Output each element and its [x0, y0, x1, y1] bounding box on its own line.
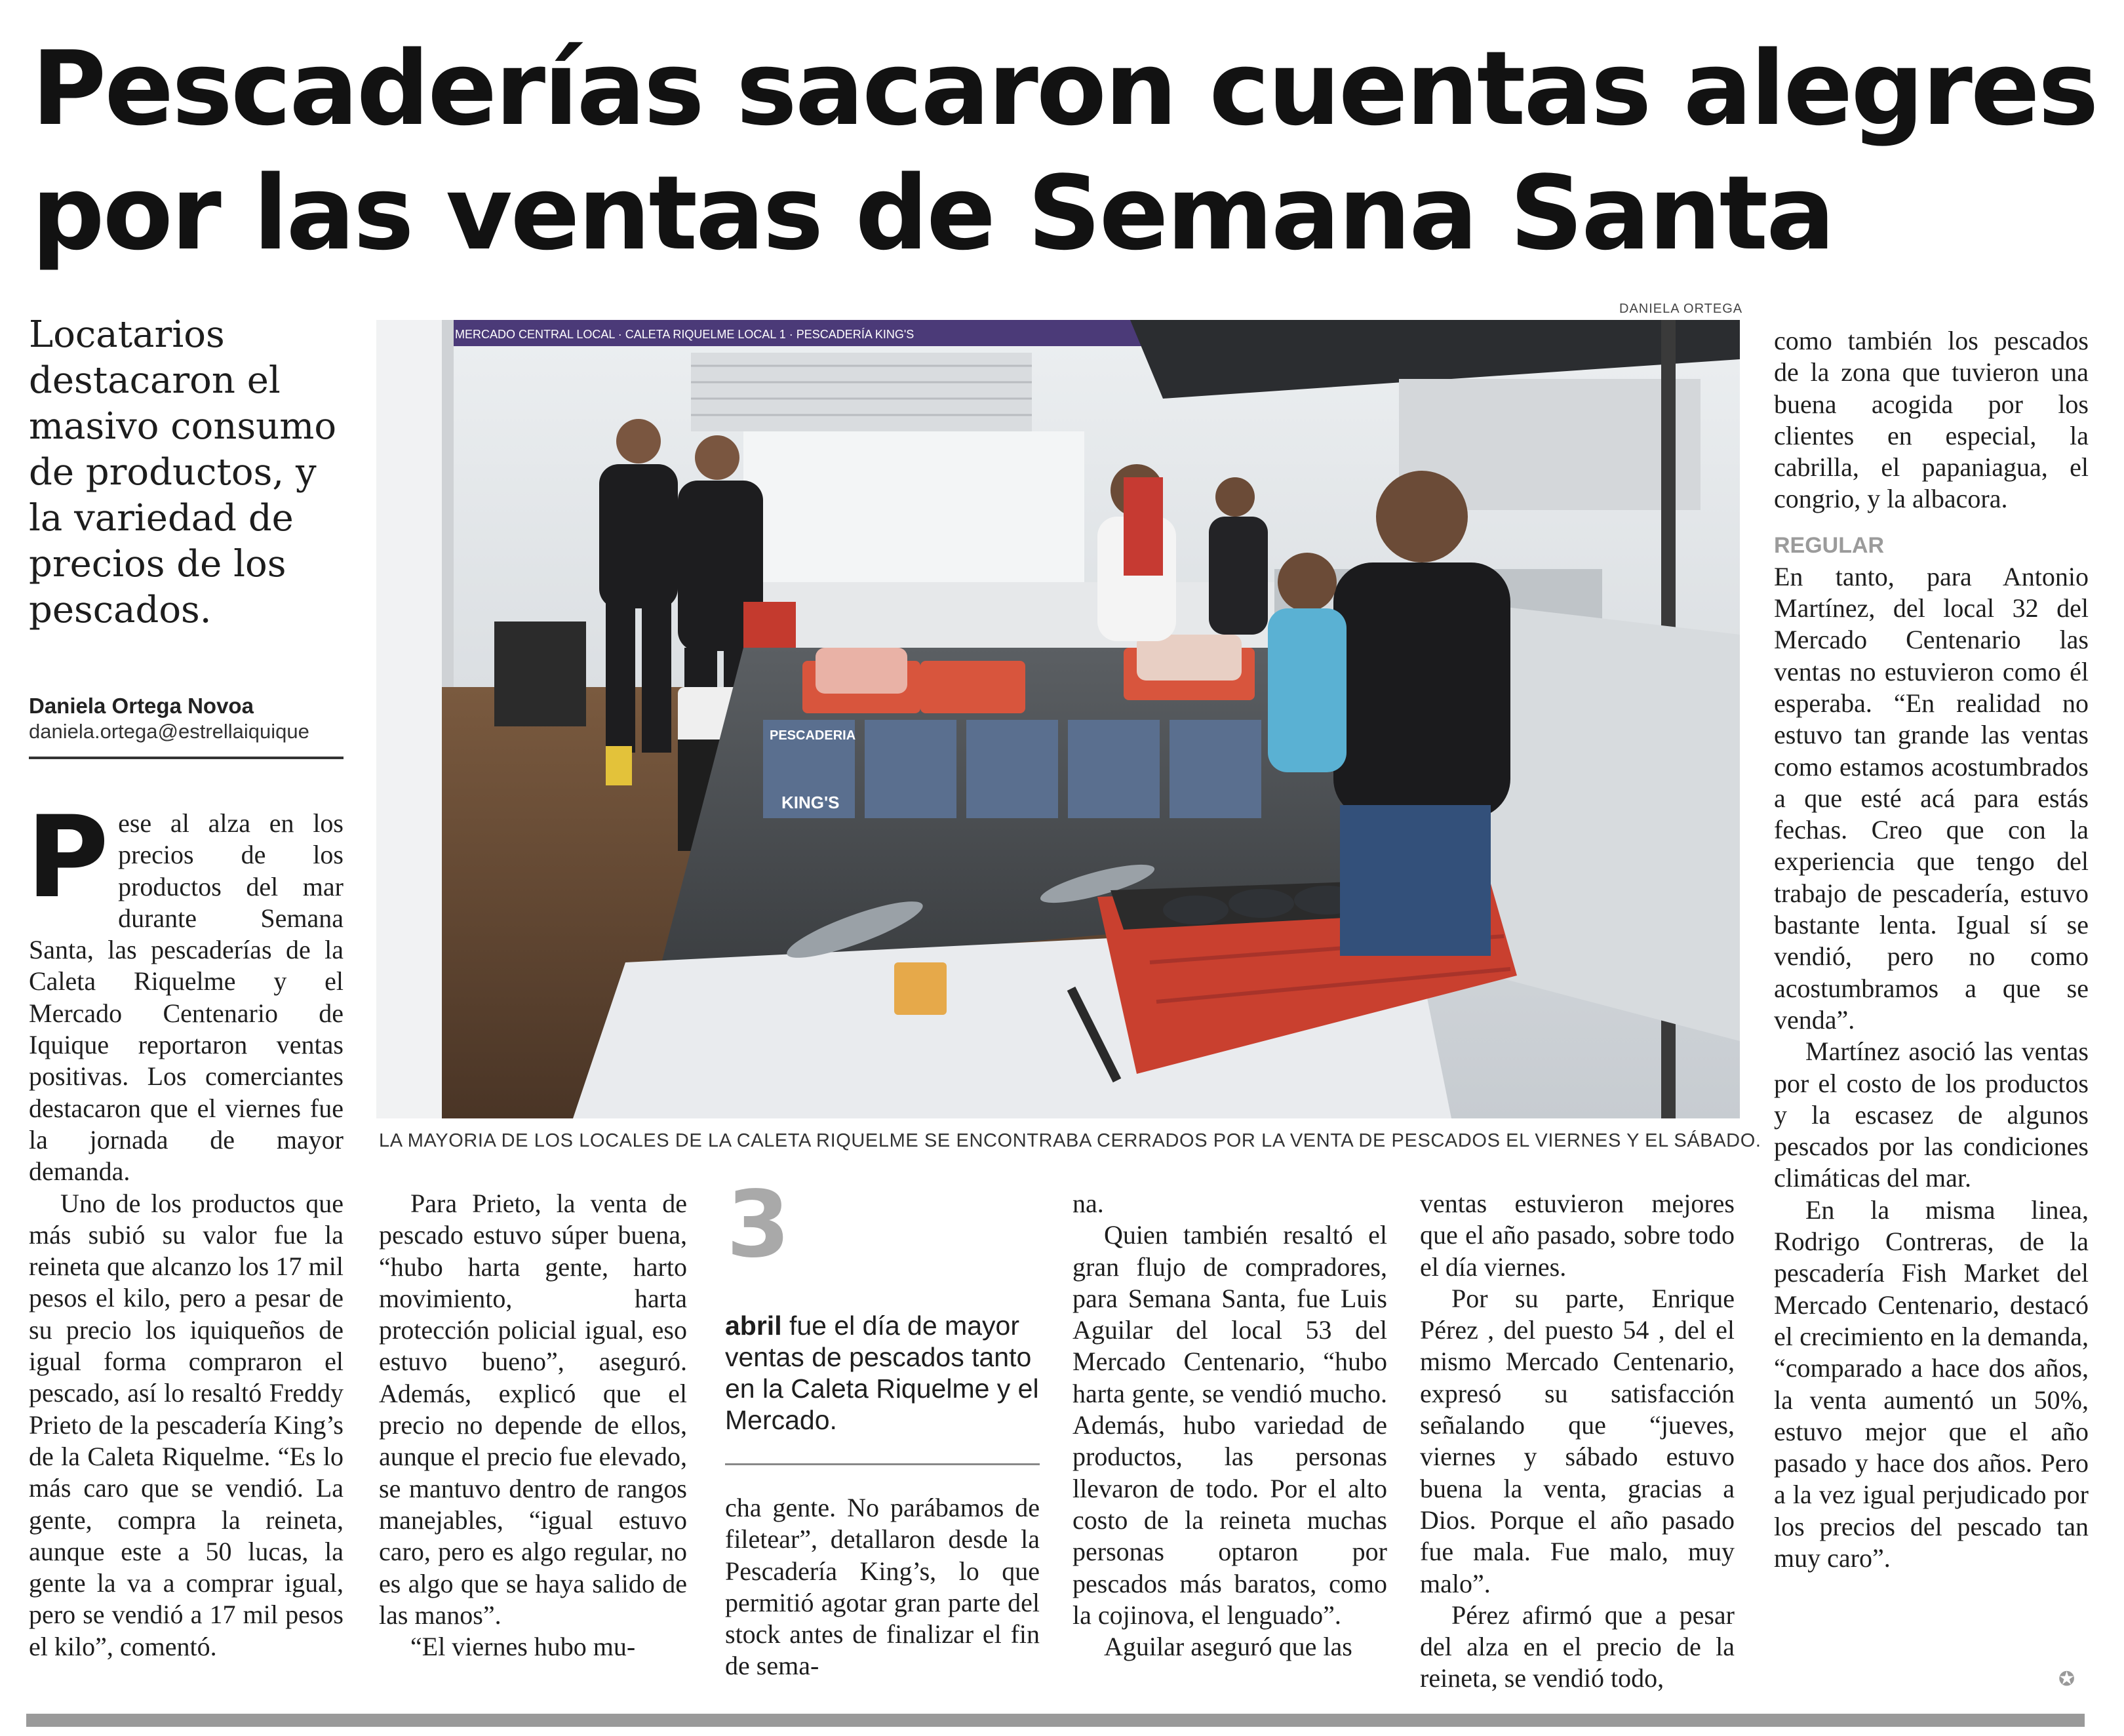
paragraph: na. — [1072, 1189, 1104, 1218]
subhead-regular: REGULAR — [1774, 532, 1885, 558]
paragraph: Por su parte, Enrique Pérez , del puesto 54 , del el mismo Mercado Centenario, expresó su satisfacción señalando que “jueves, viernes y sábado estuvo buena la venta, gracias a Dios. Porque el año pasado fue mala. Fue malo, muy malo”. — [1420, 1283, 1735, 1598]
article-column-4 — [1072, 1188, 1387, 1663]
paragraph — [26, 791, 344, 1188]
article-column-6 — [1774, 325, 2089, 1574]
byline-divider — [29, 757, 344, 759]
headline — [31, 26, 2097, 275]
photo-credit: DANIELA ORTEGA — [1619, 302, 1743, 316]
paragraph: como también los pescados de la zona que tuvieron una buena acogida por los clientes en especial, la cabrilla, el papaniagua, el congrio, y la albacora. — [1774, 326, 2089, 514]
pullquote-text — [725, 1310, 1053, 1436]
deck — [29, 312, 357, 633]
paragraph: cha gente. No parábamos de filetear”, detallaron desde la Pescadería King’s, lo que permitió agotar gran parte del stock antes de finalizar el fin de sema- — [725, 1493, 1040, 1681]
pullquote-body: fue el día de mayor ventas de pescados tanto en la Caleta Riquelme y el Mercado. — [725, 1311, 1039, 1435]
drop-cap: P — [26, 791, 109, 923]
kings-signs — [763, 720, 1261, 818]
article-column-5 — [1420, 1188, 1735, 1695]
sign-text: PESCADERIA — [770, 728, 856, 743]
pullquote-number: 3 — [726, 1172, 791, 1278]
paragraph: “El viernes hubo mu- — [410, 1632, 636, 1662]
paragraph: En tanto, para Antonio Martínez, del local 32 del Mercado Centenario las ventas no estuvieron como él esperaba. “En realidad no estuvo tan grande las ventas como estamos acostumbrados a que esté acá para estás fechas. Creo que con la experiencia que tengo del trabajo de pescadería, estuvo bastante lenta. Igual sí se vendió, pero no como acostumbramos a que se venda”. — [1774, 561, 2089, 1035]
pullquote-divider — [725, 1463, 1040, 1465]
sign-brand: KING'S — [781, 793, 840, 812]
deck-line: la variedad de — [29, 497, 294, 540]
pullquote-bold: abril — [725, 1311, 782, 1341]
paragraph: Uno de los productos que más subió su valor fue la reineta que alcanzo los 17 mil pesos el kilo, pero a pesar de su precio los iquiqueños de igual forma compraron el pescado, así lo resaltó Freddy Prieto de la pescadería King’s de la Caleta Riquelme. “Es lo más caro que se vendió. La gente, compra la reineta, aunque este a 50 lucas, la gente la va a comprar igual, pero se vendió a 17 mil pesos el kilo”, comentó. — [29, 1188, 344, 1661]
deck-line: precios de los — [29, 543, 286, 585]
deck-line: Locatarios — [29, 313, 225, 356]
paragraph-text: ese al alza en los precios de los productos del mar durante Semana Santa, las pescaderías de la Caleta Riquelme y el Mercado Centenario de Iquique reportaron ventas positivas. Los comerciantes destacaron que el viernes fue la jornada de mayor demanda. — [29, 808, 344, 1187]
paragraph: Martínez asoció las ventas por el costo de los productos y la escasez de algunos pescados por las condiciones climáticas del mar. — [1774, 1036, 2089, 1193]
paragraph: Pérez afirmó que a pesar del alza en el precio de la reineta, se vendió todo, — [1420, 1600, 1735, 1693]
deck-line: destacaron el — [29, 359, 281, 402]
paragraph: En la misma linea, Rodrigo Contreras, de la pescadería Fish Market del Mercado Centenario, destacó el crecimiento en la demanda, “comparado a hace dos años, la venta aumentó un 50%, estuvo mejor que el año pasado y hace dos años. Pero a la vez igual perjudicado por los precios del pescado tan muy caro”. — [1774, 1194, 2089, 1573]
market-photo — [376, 320, 1740, 1118]
article-column-1 — [26, 791, 344, 1663]
paragraph: Para Prieto, la venta de pescado estuvo súper buena, “hubo harta gente, harto movimiento, harta protección policial igual, eso estuvo bueno”, aseguró. Además, explicó que el precio no depende de ellos, aunque el precio fue elevado, se mantuvo dentro de rangos manejables, “igual estuvo caro, pero es algo regular, no es algo que se haya salido de las manos”. — [379, 1189, 687, 1630]
star-end-icon: ✪ — [2058, 1668, 2075, 1691]
article-column-2 — [379, 1188, 687, 1663]
banner-text: MERCADO CENTRAL LOCAL · CALETA RIQUELME LOCAL 1 · PESCADERÍA KING'S — [455, 328, 914, 341]
photo-caption: LA MAYORIA DE LOS LOCALES DE LA CALETA RIQUELME SE ENCONTRABA CERRADOS POR LA VENTA DE PESCADOS EL VIERNES Y EL SÁBADO. — [379, 1130, 1761, 1151]
headline-line-1: Pescaderías sacaron cuentas alegres — [31, 29, 2097, 148]
deck-line: de productos, y — [29, 451, 317, 494]
paragraph: Quien también resaltó el gran flujo de compradores, para Semana Santa, fue Luis Aguilar del local 53 del Mercado Centenario, “hubo harta gente, se vendió mucho. Además, hubo variedad de productos, las personas llevaron de todo. Por el alto costo de la reineta muchas personas optaron por pescados más baratos, como la cojinova, el lenguado”. — [1072, 1220, 1387, 1630]
market-photo-illustration — [376, 320, 1740, 1118]
paragraph: ventas estuvieron mejores que el año pasado, sobre todo el día viernes. — [1420, 1189, 1735, 1282]
paragraph: Aguilar aseguró que las — [1104, 1632, 1352, 1662]
headline-line-2: por las ventas de Semana Santa — [31, 153, 1834, 273]
article-column-3 — [725, 1492, 1040, 1682]
deck-line: pescados. — [29, 589, 212, 631]
bottom-bar — [26, 1714, 2085, 1727]
byline-name: Daniela Ortega Novoa — [29, 694, 254, 718]
byline-email: daniela.ortega@estrellaiquique — [29, 720, 309, 743]
deck-line: masivo consumo — [29, 405, 337, 448]
